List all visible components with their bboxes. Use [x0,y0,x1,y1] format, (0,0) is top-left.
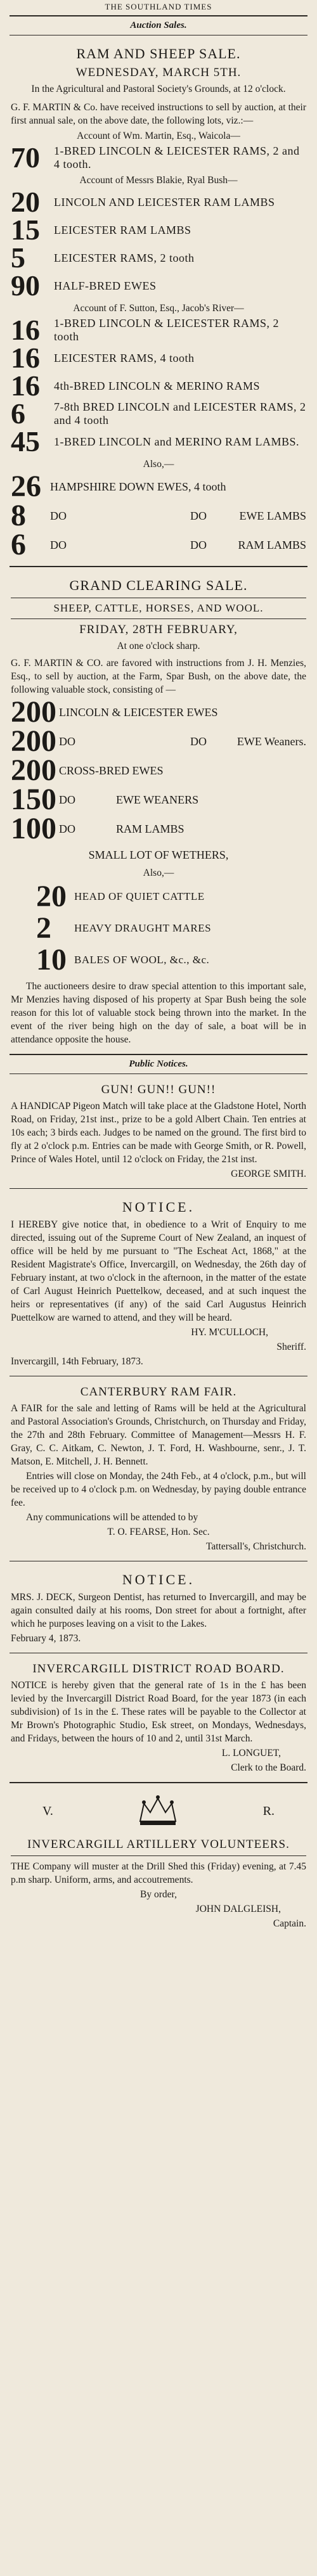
account-line: Account of F. Sutton, Esq., Jacob's River— [73,303,244,314]
lot-row [11,695,306,729]
pigeon-match-notice [10,1078,307,1184]
notice-body: I HEREBY give notice that, in obedience to a Writ of Enquiry to me directed, issuing out of the Supreme Court of New Zealand, an inquest of office will be held by me pursuant to "The Escheat Act, 1868," at the Resident Magistrate's Office, Invercargill, on Wednesday, the 26th day of February instant, at two o'clock in the afternoon, in the matter of the estate of Carl August Heinrich Puettelkow, deceased, and at such inquest the heirs or representatives (if any) of the said Carl Augustus Heinrich Puettelkow are warned to attend, and they will be heard. [11,1219,306,1323]
notice-order: By order, [140,1889,177,1900]
divider [11,618,306,619]
lot-row [11,316,306,344]
lot-description: LEICESTER RAMS, 2 tooth [54,251,195,264]
lot-number: 45 [11,425,40,458]
lot-description: HALF-BRED EWES [54,279,157,292]
lot-row [11,241,306,274]
sale-time: At one o'clock sharp. [117,641,200,651]
lot-description: CROSS-BRED EWES [59,764,164,777]
lot-row [11,530,306,560]
lot-row [11,269,306,302]
lot-row [11,472,306,501]
divider [10,15,307,16]
notice-date: Invercargill, 14th February, 1873. [11,1356,143,1367]
lot-row [11,344,306,372]
lot-number: 5 [11,241,25,274]
lot-number: 16 [11,369,40,402]
lot-description: RAM LAMBS [238,538,306,551]
account-line: Account of Messrs Blakie, Ryal Bush— [79,175,238,186]
notice-role: Clerk to the Board. [231,1762,306,1773]
lot-number: 100 [11,812,56,845]
lot-row [11,369,306,402]
lot-row [11,141,306,174]
lot-row [11,425,306,458]
lot-number: 6 [11,397,25,430]
lot-row [11,753,306,787]
lot-number: 200 [11,753,56,787]
lot-row [11,913,306,944]
sale-venue: In the Agricultural and Pastoral Society's Grounds, at 12 o'clock. [31,84,286,94]
artillery-volunteers-notice [10,1787,307,1934]
lot-description: 1-BRED LINCOLN & LEICESTER RAMS, 2 and 4 tooth. [54,144,300,170]
crown-icon [133,1792,183,1830]
divider [10,1073,307,1074]
advert-subtitle: SHEEP, CATTLE, HORSES, AND WOOL. [53,602,264,614]
lot-row [11,216,306,244]
notice-role: Sheriff. [276,1342,306,1352]
lot-number: 16 [11,342,40,374]
divider [10,1188,307,1189]
lot-number: 90 [11,269,40,302]
lot-number: 200 [11,724,56,758]
also-line: Also,— [143,459,174,470]
lot-row [11,188,306,216]
lot-ditto: DO [190,509,207,522]
lot-ditto: DO [59,822,75,835]
notice-body: THE Company will muster at the Drill Shed this (Friday) evening, at 7.45 p.m sharp. Uniform, arms, and accoutrements. [11,1861,306,1885]
lot-number: 6 [11,528,26,561]
lot-description: EWE WEANERS [116,793,199,806]
lot-ditto: DO [190,538,207,551]
lot-description: 1-BRED LINCOLN and MERINO RAM LAMBS. [54,435,299,448]
lot-ditto: DO [59,734,75,748]
sale-intro: G. F. MARTIN & Co. have received instructions to sell by auction, at their first annual sale, on the above date, the following lots, viz.:— [11,102,306,126]
sale-date: WEDNESDAY, MARCH 5TH. [75,66,242,79]
royal-cipher [11,1788,306,1834]
ram-sheep-sale-advert [10,39,307,562]
section-header-auction: Auction Sales. [130,20,187,30]
divider [10,1054,307,1055]
lot-description: 7-8th BRED LINCOLN and LEICESTER RAMS, 2 and 4 tooth [54,400,306,426]
lot-number: 20 [11,186,40,218]
newspaper-page [10,0,307,1934]
lot-description: 1-BRED LINCOLN & LEICESTER RAMS, 2 tooth [54,317,280,343]
lot-description: EWE Weaners. [236,734,306,748]
lot-description: LEICESTER RAM LAMBS [54,223,191,236]
cipher-letter-r: R. [262,1804,275,1818]
ram-fair-notice [10,1380,307,1557]
lot-number: 70 [11,141,40,174]
lot-row [11,881,306,913]
notice-title: INVERCARGILL DISTRICT ROAD BOARD. [32,1662,285,1676]
notice-title: CANTERBURY RAM FAIR. [80,1385,237,1399]
notice-body: NOTICE is hereby given that the general rate of 1s in the £ has been levied by the Invercargill District Road Board, for the year 1873 (in each subdivision) of 1s in the £. These rates will be payable to the Collector at Mr Brown's Photographic Studio, Esk street, on Mondays, Wednesdays, and Fridays, between the hours of 10 and 2, until 31st March. [11,1680,306,1744]
notice-signature: HY. M'CULLOCH, [191,1327,268,1338]
notice-title: NOTICE. [122,1199,195,1215]
notice-body: A FAIR for the sale and letting of Rams will be held at the Agricultural and Pastoral Association's Grounds, Christchurch, on Thursday and Friday, the 27th and 28th February. Committee of Management—Messrs H. F. Gray, C. C. Aitkam, C. Newton, J. T. Ford, H. Washbourne, senr., J. T. Matson, E. Mitchell, J. H. Bennett. [11,1403,306,1467]
divider [10,1782,307,1783]
road-board-notice [10,1657,307,1778]
lot-description: HAMPSHIRE DOWN EWES, 4 tooth [50,480,226,493]
notice-role: Captain. [273,1918,306,1929]
lot-row [11,814,306,843]
clearing-sale-advert [10,571,307,1050]
notice-body: Any communications will be attended to by [26,1512,198,1523]
lot-description: SMALL LOT OF WETHERS, [88,849,229,861]
divider [11,1855,306,1856]
lot-number: 10 [36,943,67,977]
lot-number: 2 [36,911,51,945]
notice-title: INVERCARGILL ARTILLERY VOLUNTEERS. [27,1838,290,1851]
lot-description: EWE LAMBS [239,509,306,522]
lot-number: 26 [11,470,41,503]
lot-row [11,501,306,530]
notice-signature: T. O. FEARSE, Hon. Sec. [107,1527,210,1537]
lot-number: 8 [11,499,26,532]
lot-description: HEAVY DRAUGHT MARES [74,922,212,934]
lot-description: LEICESTER RAMS, 4 tooth [54,351,195,364]
sale-note: The auctioneers desire to draw special attention to this important sale, Mr Menzies having disposed of his property at Spar Bush being the sole reason for this lot of valuable stock being thrown into the market. In the event of the river being high on the day of sale, a boat will be in attendance opposite the house. [11,981,306,1045]
notice-signature: GEORGE SMITH. [231,1169,306,1179]
notice-title: NOTICE. [122,1572,195,1587]
lot-row [11,397,306,430]
lot-description: LINCOLN AND LEICESTER RAM LAMBS [54,195,275,208]
lot-row [11,724,306,758]
lot-description: BALES OF WOOL, &c., &c. [74,954,210,966]
lot-ditto: DO [59,793,75,806]
lot-number: 16 [11,314,40,346]
lot-ditto: DO [190,734,207,748]
notice-signature: L. LONGUET, [221,1748,281,1759]
section-header-public-notices: Public Notices. [129,1059,188,1069]
dentist-notice [10,1565,307,1649]
masthead: THE SOUTHLAND TIMES [105,2,212,11]
lot-number: 150 [11,783,56,816]
notice-title: GUN! GUN!! GUN!! [101,1083,216,1096]
lot-row [11,785,306,814]
lot-ditto: DO [50,538,67,551]
notice-body: Entries will close on Monday, the 24th Feb., at 4 o'clock, p.m., but will be received up to 4 o'clock p.m. on Wednesday, by paying double entrance fee. [11,1471,306,1508]
notice-signature: JOHN DALGLEISH, [195,1904,281,1914]
sale-intro: G. F. MARTIN & CO. are favored with instructions from J. H. Menzies, Esq., to sell by auction, at the Farm, Spar Bush, on the above date, the following valuable stock, consisting of — [11,658,306,695]
lot-description: 4th-BRED LINCOLN & MERINO RAMS [54,379,261,392]
lot-ditto: DO [50,509,67,522]
also-line: Also,— [143,868,174,878]
account-line: Account of Wm. Martin, Esq., Waicola— [77,131,240,141]
notice-date: February 4, 1873. [11,1633,81,1644]
lot-description: HEAD OF QUIET CATTLE [74,890,205,902]
lot-number: 20 [36,880,67,913]
lot-number: 15 [11,214,40,246]
cipher-letter-v: V. [42,1804,53,1818]
notice-body: MRS. J. DECK, Surgeon Dentist, has returned to Invercargill, and may be again consulted daily at his rooms, Don street for about a fortnight, after which he purposes leaving on a visit to the Lakes. [11,1592,306,1629]
divider [10,566,307,567]
notice-body: A HANDICAP Pigeon Match will take place at the Gladstone Hotel, North Road, on Friday, 21st inst., prize to be a gold Albert Chain. Ten entries at 10s each; 3 birds each. Judges to be named on the ground. The first bird to fly at 2 o'clock p.m. Entries can be made with George Smith, or R. Powell, Prince of Wales Hotel, until 12 o'clock on Friday, the 21st inst. [11,1101,306,1165]
lot-number: 200 [11,695,56,729]
advert-title: RAM AND SHEEP SALE. [76,46,241,61]
advert-title: GRAND CLEARING SALE. [69,577,248,593]
inquest-notice [10,1193,307,1372]
lot-description: RAM LAMBS [116,822,184,835]
lot-description: LINCOLN & LEICESTER EWES [59,705,218,719]
lot-row [11,944,306,976]
sale-date: FRIDAY, 28TH FEBRUARY, [79,623,238,636]
notice-signature: Tattersall's, Christchurch. [206,1541,306,1552]
